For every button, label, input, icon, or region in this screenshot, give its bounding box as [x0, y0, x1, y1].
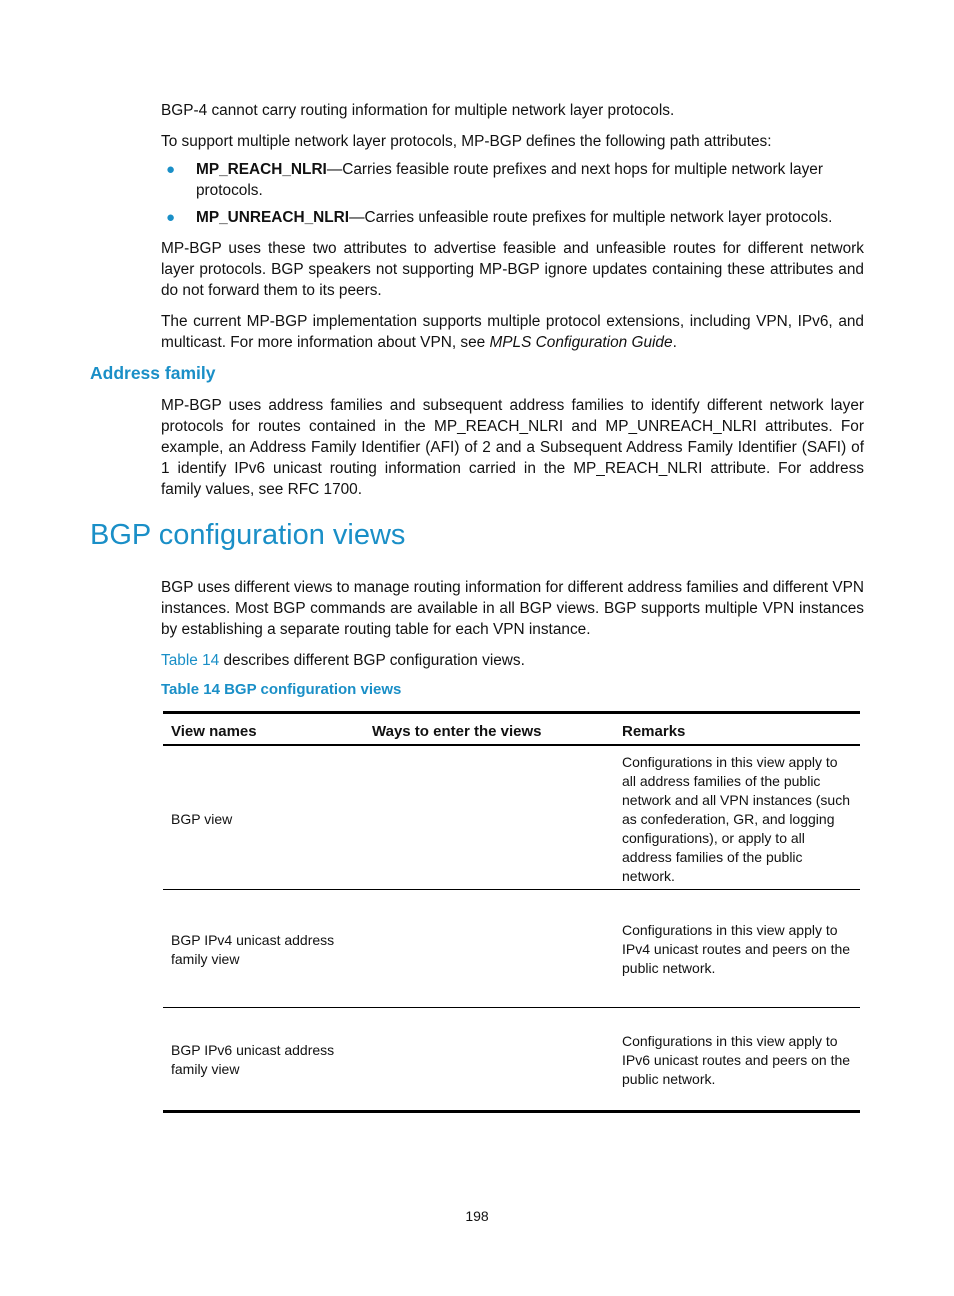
guide-reference: MPLS Configuration Guide — [489, 334, 673, 351]
paragraph-mpbgp-extensions — [161, 311, 864, 353]
paragraph-bgp-views: BGP uses different views to manage routing information for different address families and different VPN instances. Most BGP commands are available in all BGP views. BGP supports multiple VPN instances by establishing a separate routing table for each VPN instance. — [161, 579, 864, 638]
paragraph-address-family: MP-BGP uses address families and subsequent address families to identify different network layer protocols for routes contained in the MP_REACH_NLRI and MP_UNREACH_NLRI attributes. For example, an Address Family Identifier (AFI) of 2 and a Subsequent Address Family Identifier (SAFI) of 1 identify IPv6 unicast routing information carried in the MP_REACH_NLRI attribute. For address family values, see RFC 1700. — [161, 397, 864, 498]
paragraph-mpbgp-usage: MP-BGP uses these two attributes to advertise feasible and unfeasible routes for different network layer protocols. BGP speakers not supporting MP-BGP ignore updates containing these attributes and do not forward them to its peers. — [161, 240, 864, 299]
table-cell-view-name: BGP view — [171, 811, 233, 827]
column-header-ways-to-enter: Ways to enter the views — [372, 723, 542, 740]
table-row-divider — [163, 1007, 860, 1008]
column-header-remarks: Remarks — [622, 723, 686, 740]
table-row-divider — [163, 889, 860, 890]
paragraph-end: . — [672, 334, 677, 351]
section-heading-address-family: Address family — [90, 363, 216, 383]
table-cell-remarks: Configurations in this view apply to IPv6 unicast routes and peers on the public network. — [622, 1033, 851, 1087]
paragraph-mpbgp-attributes-intro: To support multiple network layer protocols, MP-BGP defines the following path attributes: — [161, 133, 772, 150]
table-cell-view-name: BGP IPv6 unicast address family view — [171, 1042, 335, 1077]
table-cell-view-name: BGP IPv4 unicast address family view — [171, 932, 335, 967]
table-top-rule — [163, 711, 860, 714]
table-cell-remarks: Configurations in this view apply to all address families of the public network and all VPN instances (such as confederation, GR, and logging configurations), or apply to all address families of the public network. — [622, 754, 850, 884]
paragraph-table-reference — [161, 650, 864, 671]
paragraph-bgp4-limitation: BGP-4 cannot carry routing information for multiple network layer protocols. — [161, 102, 675, 119]
page-number: 198 — [465, 1208, 489, 1224]
table-cell-remarks: Configurations in this view apply to IPv4 unicast routes and peers on the public network. — [622, 922, 851, 976]
table-14-link[interactable]: Table 14 — [161, 652, 220, 669]
table-header-rule — [163, 744, 860, 746]
bullet-body — [196, 159, 864, 201]
bullet-term: MP_REACH_NLRI — [196, 161, 327, 178]
bullet-description: —Carries unfeasible route prefixes for multiple network layer protocols. — [349, 209, 833, 226]
paragraph-text: describes different BGP configuration views. — [219, 652, 525, 669]
bullet-mp-reach-nlri — [161, 159, 864, 201]
bullet-body — [196, 207, 864, 228]
bullet-description: —Carries feasible route prefixes and next hops for multiple network layer protocols. — [196, 161, 823, 199]
table-bottom-rule — [163, 1110, 860, 1113]
table-caption: Table 14 BGP configuration views — [161, 681, 402, 698]
bullet-mp-unreach-nlri — [161, 207, 864, 228]
bullet-dot-icon: ● — [166, 161, 176, 178]
bullet-dot-icon: ● — [166, 209, 176, 226]
bullet-term: MP_UNREACH_NLRI — [196, 209, 350, 226]
paragraph-text: The current MP-BGP implementation supports multiple protocol extensions, including VPN, IPv6, and multicast. For more information about VPN, see — [161, 313, 864, 351]
section-heading-bgp-configuration-views: BGP configuration views — [90, 519, 406, 551]
column-header-view-names: View names — [171, 723, 257, 740]
